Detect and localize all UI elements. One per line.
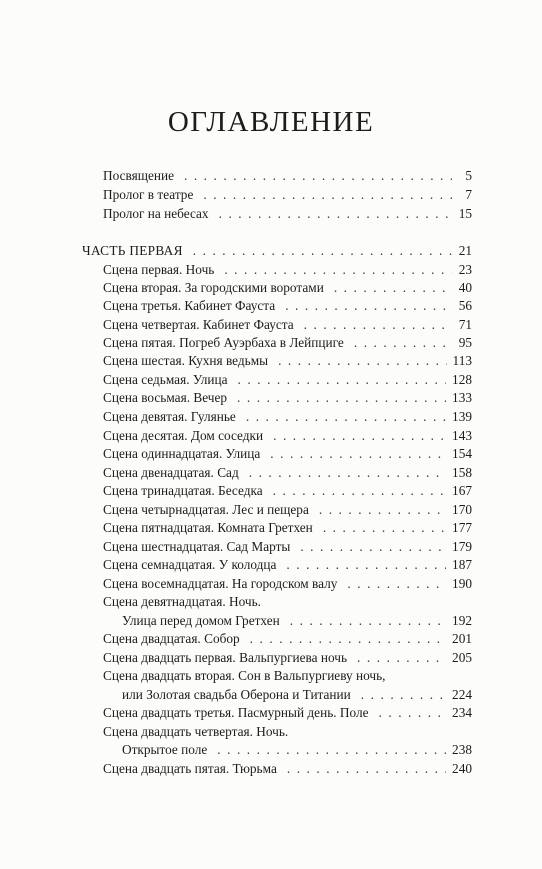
toc-entry[interactable] (103, 408, 472, 425)
toc-entry-label: ЧАСТЬ ПЕРВАЯ (82, 243, 183, 258)
toc-entry-label: Улица перед домом Гретхен (122, 613, 280, 628)
toc-entry-page: 205 (452, 650, 472, 665)
dot-leader (193, 242, 452, 259)
toc-entry-label: или Золотая свадьба Оберона и Титании (122, 687, 351, 702)
dot-leader (217, 741, 446, 758)
dot-leader (224, 261, 452, 278)
toc-entry-page: 170 (452, 502, 472, 517)
toc-entry-label: Сцена пятая. Погреб Ауэрбаха в Лейпциге (103, 335, 344, 350)
dot-leader (249, 464, 446, 481)
page-title: ОГЛАВЛЕНИЕ (167, 106, 375, 138)
toc-entry[interactable] (103, 630, 472, 647)
toc-entry-label: Сцена пятнадцатая. Комната Гретхен (103, 520, 313, 535)
toc-entry[interactable] (103, 261, 472, 278)
toc-entry[interactable] (103, 482, 472, 499)
toc-entry[interactable] (103, 334, 472, 351)
toc-entry-page: 190 (452, 576, 472, 591)
toc-entry-label: Сцена четырнадцатая. Лес и пещера (103, 502, 309, 517)
dot-leader (290, 612, 446, 629)
toc-entry[interactable] (103, 445, 472, 462)
toc-entry-label: Сцена двадцать первая. Вальпургиева ночь (103, 650, 348, 665)
toc-entry-label: Сцена двадцатая. Собор (103, 631, 240, 646)
toc-entry-page: 158 (452, 465, 472, 480)
toc-entry-label: Сцена десятая. Дом соседки (103, 428, 264, 443)
dot-leader (357, 649, 446, 666)
dot-leader (246, 408, 446, 425)
toc-entry-page: 177 (452, 520, 472, 535)
dot-leader (273, 482, 446, 499)
toc-entry-page: 234 (452, 705, 472, 720)
toc-entry-label: Сцена вторая. За городскими воротами (103, 280, 324, 295)
toc-entry[interactable] (103, 501, 472, 518)
toc-entry-label: Сцена четвертая. Кабинет Фауста (103, 317, 294, 332)
toc-entry-page: 187 (452, 557, 472, 572)
toc-entry[interactable] (103, 205, 472, 222)
toc-entry-label[interactable]: Сцена двадцать четвертая. Ночь. (103, 724, 289, 739)
toc-entry-page: 192 (452, 613, 472, 628)
dot-leader (304, 316, 452, 333)
toc-part-heading[interactable] (82, 242, 472, 259)
toc-entry-label: Сцена шестая. Кухня ведьмы (103, 353, 269, 368)
dot-leader (286, 556, 446, 573)
toc-entry-page: 139 (452, 409, 472, 424)
dot-leader (319, 501, 446, 518)
toc-entry-page: 224 (452, 687, 472, 702)
toc-entry[interactable] (103, 389, 472, 406)
toc-entry-label: Сцена восемнадцатая. На городском валу (103, 576, 338, 591)
dot-leader (334, 279, 452, 296)
toc-entry-page: 5 (465, 168, 472, 183)
dot-leader (347, 575, 446, 592)
dot-leader (238, 371, 447, 388)
toc-entry-label[interactable]: Сцена девятнадцатая. Ночь. (103, 594, 262, 609)
toc-entry-page: 167 (452, 483, 472, 498)
toc-entry[interactable] (103, 352, 472, 369)
toc-entry-page: 7 (465, 187, 472, 202)
toc-entry[interactable] (122, 741, 472, 758)
toc-entry-page: 71 (458, 317, 472, 332)
toc-entry[interactable] (103, 556, 472, 573)
toc-entry[interactable] (103, 297, 472, 314)
toc-entry[interactable] (103, 464, 472, 481)
toc-entry-label: Сцена третья. Кабинет Фауста (103, 298, 276, 313)
toc-entry[interactable] (103, 186, 472, 203)
toc-entry[interactable] (103, 760, 472, 777)
dot-leader (379, 704, 447, 721)
toc-entry-page: 56 (458, 298, 472, 313)
dot-leader (273, 427, 446, 444)
toc-entry[interactable] (122, 686, 472, 703)
dot-leader (354, 334, 452, 351)
dot-leader (285, 297, 452, 314)
toc-entry-page: 238 (452, 742, 472, 757)
dot-leader (270, 445, 446, 462)
toc-entry[interactable] (103, 167, 472, 184)
toc-entry[interactable] (103, 316, 472, 333)
toc-entry-label: Сцена двадцать пятая. Тюрьма (103, 761, 277, 776)
toc-entry-page: 40 (458, 280, 472, 295)
toc-entry-label: Посвящение (103, 168, 174, 183)
toc-entry-label: Сцена одиннадцатая. Улица (103, 446, 261, 461)
toc-entry-page: 128 (452, 372, 472, 387)
toc-entry[interactable] (103, 538, 472, 555)
toc-entry[interactable] (103, 519, 472, 536)
toc-entry-label: Открытое поле (122, 742, 208, 757)
toc-entry-label: Сцена двенадцатая. Сад (103, 465, 239, 480)
toc-entry-label: Пролог в театре (103, 187, 194, 202)
toc-entry-page: 201 (452, 631, 472, 646)
toc-entry-page: 179 (452, 539, 472, 554)
toc-entry[interactable] (103, 575, 472, 592)
dot-leader (203, 186, 452, 203)
toc-entry[interactable] (103, 279, 472, 296)
toc-entry-label: Сцена седьмая. Улица (103, 372, 228, 387)
toc-entry-label: Сцена девятая. Гулянье (103, 409, 236, 424)
toc-entry-page: 240 (452, 761, 472, 776)
toc-entry-label: Сцена восьмая. Вечер (103, 390, 228, 405)
toc-entry[interactable] (103, 427, 472, 444)
toc-entry-label: Сцена тринадцатая. Беседка (103, 483, 263, 498)
toc-entry[interactable] (103, 649, 472, 666)
dot-leader (184, 167, 452, 184)
dot-leader (250, 630, 446, 647)
dot-leader (300, 538, 446, 555)
toc-entry[interactable] (122, 612, 472, 629)
toc-entry[interactable] (103, 704, 472, 721)
toc-entry-page: 143 (452, 428, 472, 443)
dot-leader (278, 352, 446, 369)
toc-entry-page: 21 (458, 243, 472, 258)
toc-entry-label: Сцена шестнадцатая. Сад Марты (103, 539, 291, 554)
dot-leader (361, 686, 446, 703)
toc-entry-label: Пролог на небесах (103, 206, 209, 221)
toc-entry[interactable] (103, 371, 472, 388)
toc-entry-page: 154 (452, 446, 472, 461)
dot-leader (237, 389, 446, 406)
toc-entry-label[interactable]: Сцена двадцать вторая. Сон в Вальпургиеву ночь, (103, 668, 386, 683)
toc-entry-page: 15 (458, 206, 472, 221)
toc-entry-page: 133 (452, 390, 472, 405)
dot-leader (287, 760, 446, 777)
toc-entry-page: 95 (458, 335, 472, 350)
dot-leader (323, 519, 446, 536)
toc-entry-label: Сцена семнадцатая. У колодца (103, 557, 277, 572)
toc-entry-label: Сцена первая. Ночь (103, 262, 215, 277)
toc-entry-page: 113 (452, 353, 472, 368)
toc-entry-label: Сцена двадцать третья. Пасмурный день. Поле (103, 705, 369, 720)
dot-leader (219, 205, 452, 222)
toc-entry-page: 23 (458, 262, 472, 277)
